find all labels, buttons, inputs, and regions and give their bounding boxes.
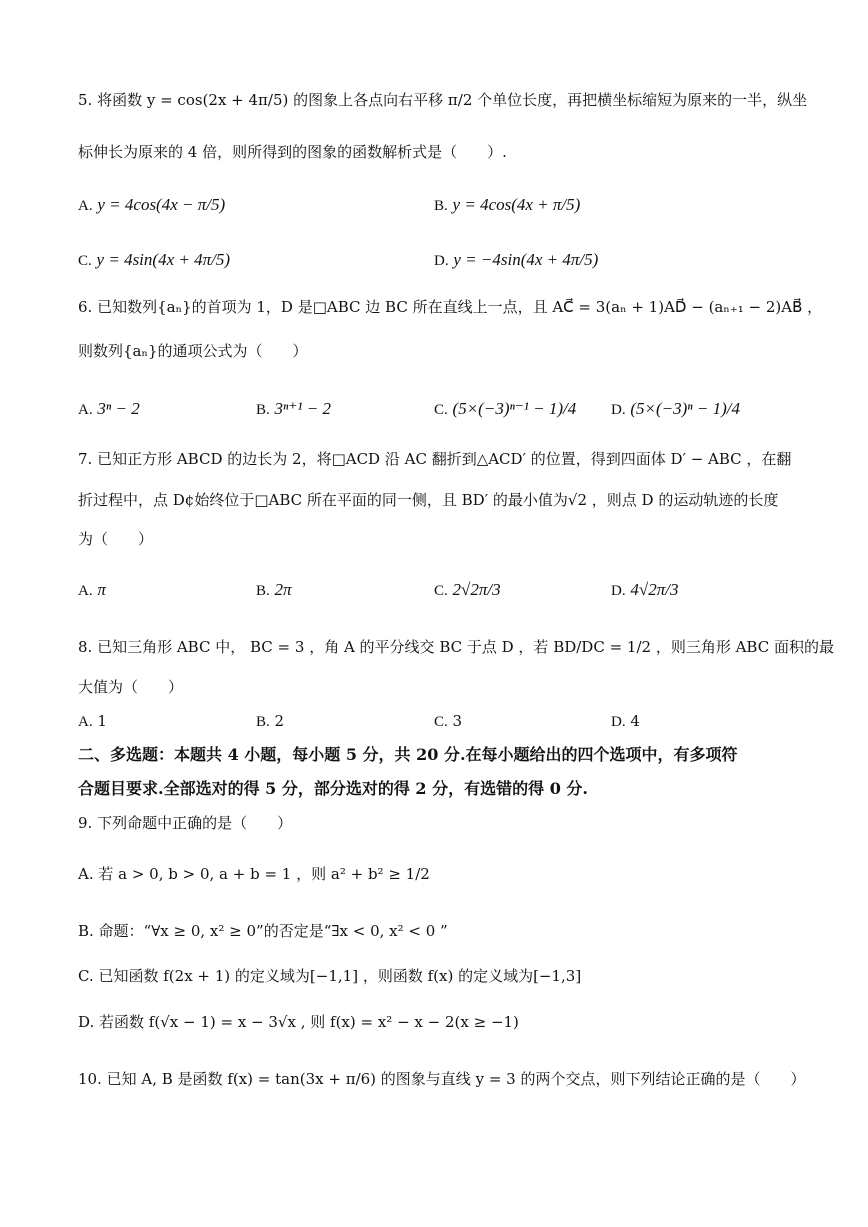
q9-option-b: B. 命题：“∀x ≥ 0, x² ≥ 0”的否定是“∃x < 0, x² < 0 ” [78, 922, 448, 940]
option-formula: 2π [274, 580, 292, 599]
option-value: 3 [452, 712, 463, 730]
q7-stem-line1: 7. 已知正方形 ABCD 的边长为 2，将□ACD 沿 AC 翻折到△ACD′ 的位置，得到四面体 D′ − ABC ，在翻 [78, 450, 792, 468]
option-label: A. [78, 402, 93, 418]
option-label: C. [78, 253, 92, 269]
option-value: 1 [97, 712, 107, 730]
option-label: A. [78, 714, 93, 730]
option-label: C. [434, 714, 448, 730]
q7-stem-line3: 为（ ） [78, 530, 154, 548]
option-label: A. [78, 583, 93, 599]
option-label: D. [611, 714, 626, 730]
option-label: D. [611, 402, 626, 418]
q8-option-a [78, 711, 107, 732]
option-formula: 3ⁿ − 2 [97, 399, 140, 418]
option-formula: 2√2π/3 [452, 580, 501, 599]
q8-option-c [434, 711, 462, 732]
option-label: D. [611, 583, 626, 599]
q7-option-b [256, 580, 292, 601]
option-value: 4 [630, 712, 640, 730]
option-label: B. [256, 714, 270, 730]
option-value: 2 [274, 712, 285, 730]
option-label: B. [256, 402, 270, 418]
option-label: A. [78, 198, 93, 214]
option-formula: (5×(−3)ⁿ⁻¹ − 1)/4 [452, 399, 577, 418]
option-label: B. [434, 198, 448, 214]
section2-heading-line1: 二、多选题：本题共 4 小题，每小题 5 分，共 20 分.在每小题给出的四个选项中，有多项符 [78, 745, 738, 764]
q7-option-c [434, 580, 501, 601]
option-formula: 4√2π/3 [630, 580, 679, 599]
option-formula: (5×(−3)ⁿ − 1)/4 [630, 399, 741, 418]
q6-option-a [78, 399, 140, 420]
q8-stem-line2: 大值为（ ） [78, 678, 184, 696]
q5-option-c [78, 250, 230, 271]
q5-option-a [78, 195, 225, 216]
q8-option-b [256, 711, 284, 732]
q7-option-a [78, 580, 106, 601]
option-label: D. [434, 253, 449, 269]
q5-option-b [434, 195, 580, 216]
q9-option-d: D. 若函数 f(√x − 1) = x − 3√x , 则 f(x) = x² − x − 2(x ≥ −1) [78, 1013, 519, 1031]
q6-option-b [256, 399, 331, 420]
q6-stem-line1: 6. 已知数列{aₙ}的首项为 1，D 是□ABC 边 BC 所在直线上一点，且 AC⃗ = 3(aₙ + 1)AD⃗ − (aₙ₊₁ − 2)AB⃗ ， [78, 298, 823, 316]
option-label: B. [256, 583, 270, 599]
option-formula: y = 4cos(4x − π/5) [97, 195, 226, 214]
q6-option-c [434, 399, 576, 420]
q8-option-d [611, 711, 640, 732]
q8-stem-line1: 8. 已知三角形 ABC 中， BC = 3 ，角 A 的平分线交 BC 于点 D ，若 BD/DC = 1/2 ，则三角形 ABC 面积的最 [78, 638, 834, 656]
option-formula: 3ⁿ⁺¹ − 2 [274, 399, 331, 418]
q5-stem-line1: 5. 将函数 y = cos(2x + 4π/5) 的图象上各点向右平移 π/2 个单位长度，再把横坐标缩短为原来的一半，纵坐 [78, 91, 808, 109]
q9-stem: 9. 下列命题中正确的是（ ） [78, 814, 293, 832]
q6-stem-line2: 则数列{aₙ}的通项公式为（ ） [78, 342, 308, 360]
q5-stem-line2: 标伸长为原来的 4 倍，则所得到的图象的函数解析式是（ ）. [78, 143, 507, 161]
option-formula: y = 4cos(4x + π/5) [452, 195, 581, 214]
option-formula: π [97, 580, 106, 599]
q5-option-d [434, 250, 598, 271]
q6-option-d [611, 399, 740, 420]
q10-stem: 10. 已知 A, B 是函数 f(x) = tan(3x + π/6) 的图象与直线 y = 3 的两个交点，则下列结论正确的是（ ） [78, 1070, 806, 1088]
q9-option-a: A. 若 a > 0, b > 0, a + b = 1 ，则 a² + b² ≥ 1/2 [78, 865, 430, 883]
option-formula: y = 4sin(4x + 4π/5) [96, 250, 230, 269]
option-label: C. [434, 402, 448, 418]
option-label: C. [434, 583, 448, 599]
option-formula: y = −4sin(4x + 4π/5) [453, 250, 599, 269]
q9-option-c: C. 已知函数 f(2x + 1) 的定义域为[−1,1] ，则函数 f(x) 的定义域为[−1,3] [78, 967, 582, 985]
section2-heading-line2: 合题目要求.全部选对的得 5 分，部分选对的得 2 分，有选错的得 0 分. [78, 779, 588, 798]
q7-option-d [611, 580, 678, 601]
q7-stem-line2: 折过程中，点 D¢始终位于□ABC 所在平面的同一侧，且 BD′ 的最小值为√2 ，则点 D 的运动轨迹的长度 [78, 491, 779, 509]
